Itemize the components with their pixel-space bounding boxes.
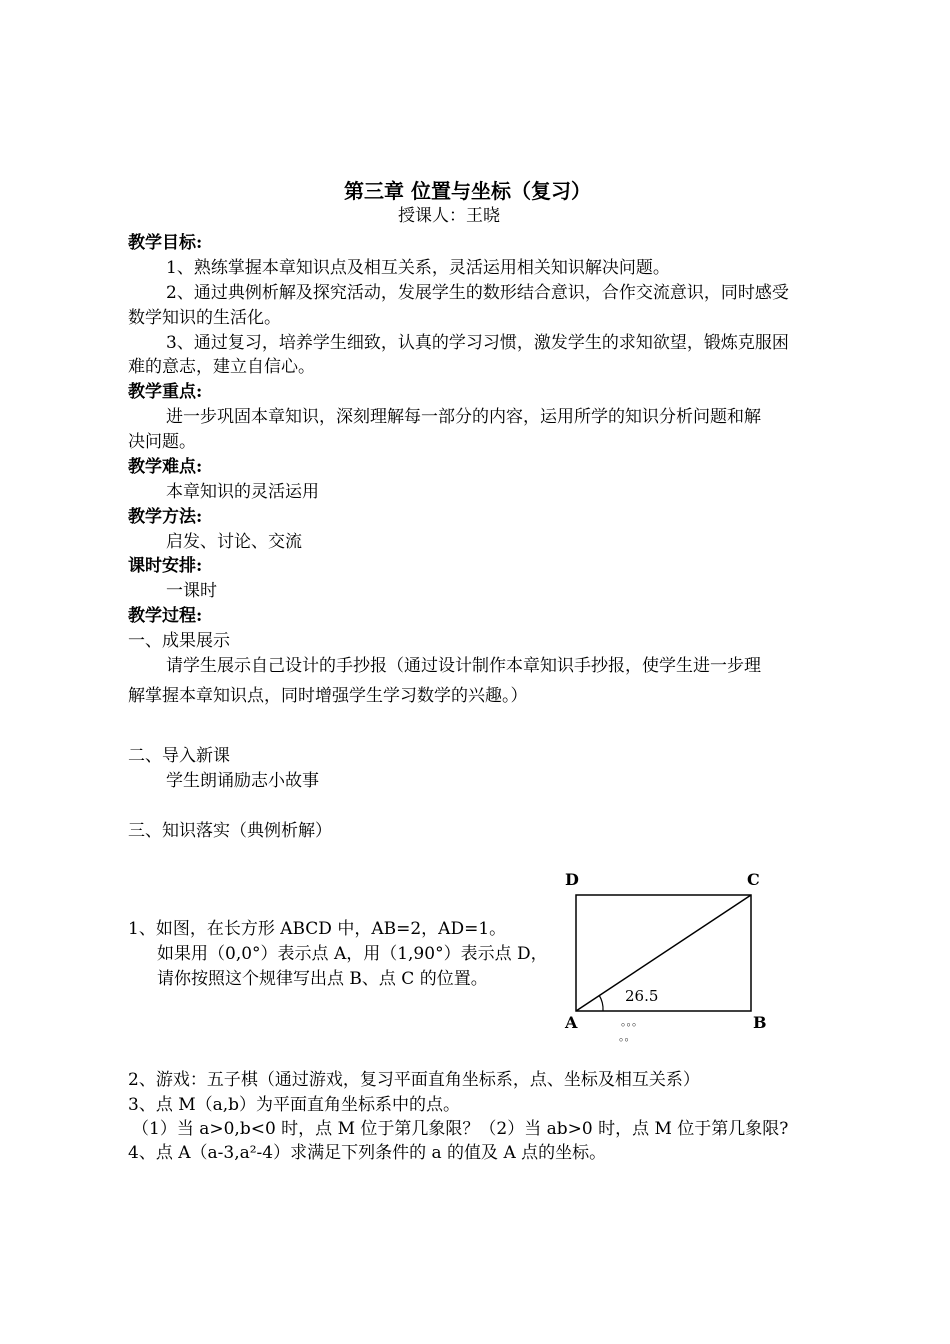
section-1-line-2: 解掌握本章知识点，同时增强学生学习数学的兴趣。） — [128, 686, 528, 706]
schedule-text: 一课时 — [166, 581, 217, 601]
section-1-heading: 一、成果展示 — [128, 631, 230, 651]
difficulties-heading: 教学难点: — [128, 457, 203, 477]
label-d: D — [565, 870, 579, 889]
process-heading: 教学过程: — [128, 606, 203, 626]
key-points-heading: 教学重点: — [128, 382, 203, 402]
goal-item-3-line-2: 难的意志，建立自信心。 — [128, 357, 315, 377]
problem-1-line-1: 1、如图，在长方形 ABCD 中，AB=2，AD=1。 — [128, 919, 507, 939]
methods-text: 启发、讨论、交流 — [166, 532, 302, 552]
key-points-line-1: 进一步巩固本章知识，深刻理解每一部分的内容，运用所学的知识分析问题和解 — [166, 407, 761, 427]
difficulties-text: 本章知识的灵活运用 — [166, 482, 319, 502]
label-c: C — [747, 870, 760, 889]
section-3-heading: 三、知识落实（典例析解） — [128, 821, 332, 841]
diagonal-ac — [576, 895, 751, 1011]
problem-3-line-2: （1）当 a>0,b<0 时，点 M 位于第几象限？（2）当 ab>0 时，点 M 位于第几象限? — [132, 1119, 789, 1139]
problem-4: 4、点 A（a-3,a²-4）求满足下列条件的 a 的值及 A 点的坐标。 — [128, 1143, 607, 1163]
key-points-line-2: 决问题。 — [128, 432, 196, 452]
goal-item-2-line-1: 2、通过典例析解及探究活动，发展学生的数形结合意识，合作交流意识，同时感受 — [166, 283, 789, 303]
problem-1-line-2: 如果用（0,0°）表示点 A，用（1,90°）表示点 D， — [157, 944, 548, 964]
section-1-line-1: 请学生展示自己设计的手抄报（通过设计制作本章知识手抄报，使学生进一步理 — [166, 656, 761, 676]
section-2-heading: 二、导入新课 — [128, 746, 230, 766]
goal-item-3-line-1: 3、通过复习，培养学生细致，认真的学习习惯，激发学生的求知欲望，锻炼克服困 — [166, 333, 789, 353]
angle-marks: 。。。 — [621, 1015, 643, 1028]
label-a: A — [565, 1013, 578, 1032]
teacher-line: 授课人：王晓 — [398, 206, 500, 226]
schedule-heading: 课时安排: — [128, 556, 203, 576]
problem-2: 2、游戏：五子棋（通过游戏，复习平面直角坐标系，点、坐标及相互关系） — [128, 1070, 700, 1090]
goal-item-2-line-2: 数学知识的生活化。 — [128, 308, 281, 328]
goal-item-1: 1、熟练掌握本章知识点及相互关系，灵活运用相关知识解决问题。 — [166, 258, 670, 278]
page-title: 第三章 位置与坐标（复习） — [344, 179, 591, 203]
problem-3-line-1: 3、点 M（a,b）为平面直角坐标系中的点。 — [128, 1095, 461, 1115]
section-2-text: 学生朗诵励志小故事 — [166, 771, 319, 791]
angle-label: 26.5 — [625, 987, 659, 1005]
angle-marks-2: 。。 — [619, 1030, 636, 1043]
goals-heading: 教学目标: — [128, 233, 203, 253]
problem-1-line-3: 请你按照这个规律写出点 B、点 C 的位置。 — [157, 969, 488, 989]
angle-arc — [599, 995, 603, 1011]
rectangle-figure — [555, 862, 785, 1052]
label-b: B — [753, 1013, 767, 1032]
methods-heading: 教学方法: — [128, 507, 203, 527]
